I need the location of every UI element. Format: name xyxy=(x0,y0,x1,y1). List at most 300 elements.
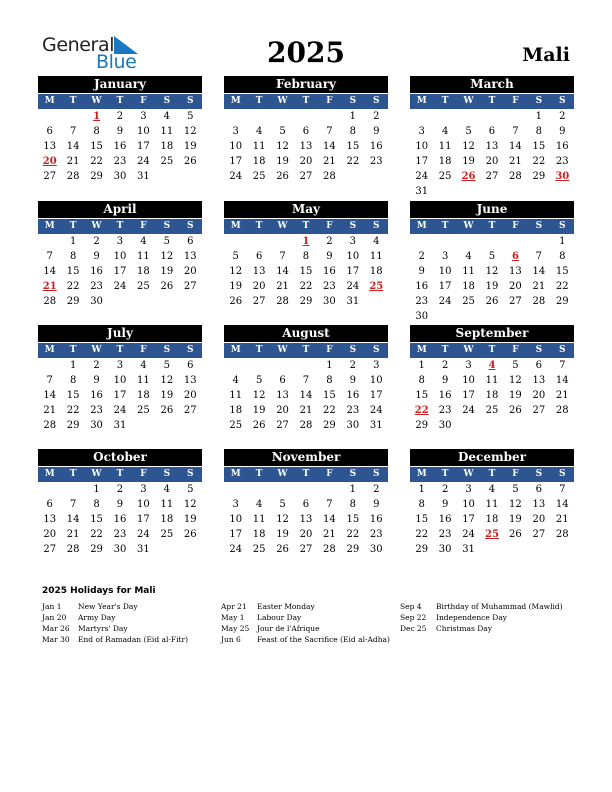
day: 29 xyxy=(90,171,103,182)
day: 12 xyxy=(183,499,197,510)
day-grid xyxy=(224,109,388,184)
day: 8 xyxy=(349,126,357,137)
day: 30 xyxy=(90,420,103,431)
day: 11 xyxy=(160,499,174,510)
day: 16 xyxy=(90,266,103,277)
day: 26 xyxy=(276,544,289,555)
day: 23 xyxy=(369,156,383,167)
day: 27 xyxy=(532,529,546,540)
day: 16 xyxy=(369,141,383,152)
holiday-name: Labour Day xyxy=(257,613,302,622)
weekday-label: M xyxy=(44,345,55,355)
holiday-name: Birthday of Muhammad (Mawlid) xyxy=(436,602,563,611)
day: 17 xyxy=(229,529,243,540)
day: 4 xyxy=(163,484,171,495)
weekday-header xyxy=(38,343,202,358)
weekday-header xyxy=(224,467,388,482)
day: 14 xyxy=(43,390,57,401)
day: 2 xyxy=(116,484,124,495)
day: 7 xyxy=(46,375,53,386)
day: 21 xyxy=(66,529,80,540)
holiday-name: Independence Day xyxy=(436,613,507,622)
day: 16 xyxy=(323,266,336,277)
weekday-label: M xyxy=(44,221,55,231)
day: 27 xyxy=(299,171,313,182)
weekday-label: S xyxy=(163,345,171,355)
day: 3 xyxy=(373,360,380,371)
day: 21 xyxy=(299,405,313,416)
day: 22 xyxy=(299,281,313,292)
day: 14 xyxy=(509,141,522,152)
weekday-header xyxy=(38,94,202,109)
weekday-label: S xyxy=(163,96,171,106)
day: 28 xyxy=(532,296,546,307)
day: 20 xyxy=(532,514,546,525)
day: 21 xyxy=(66,156,80,167)
empty-cell xyxy=(61,109,84,124)
weekday-label: S xyxy=(559,96,566,106)
holiday-date: Dec 25 xyxy=(400,624,427,633)
day: 3 xyxy=(140,484,147,495)
day: 10 xyxy=(113,375,127,386)
day: 2 xyxy=(441,484,449,495)
holiday-name: Feast of the Sacrifice (Eid al-Adha) xyxy=(257,635,390,644)
day: 25 xyxy=(229,420,243,431)
day: 6 xyxy=(302,126,310,137)
day: 21 xyxy=(509,156,522,167)
day: 28 xyxy=(66,171,80,182)
weekday-label: T xyxy=(441,469,449,479)
day-grid xyxy=(38,234,202,309)
day: 1 xyxy=(326,360,333,371)
day-grid xyxy=(38,482,202,557)
day: 13 xyxy=(299,141,313,152)
weekday-label: T xyxy=(69,469,77,479)
day: 20 xyxy=(276,405,289,416)
weekday-label: T xyxy=(441,96,449,106)
day-grid xyxy=(38,109,202,184)
holiday-day: 1 xyxy=(93,111,101,122)
day: 30 xyxy=(113,544,127,555)
weekday-label: F xyxy=(512,345,519,355)
day: 4 xyxy=(255,126,263,137)
day-grid xyxy=(224,482,388,557)
day: 8 xyxy=(326,375,333,386)
day: 27 xyxy=(485,171,499,182)
day: 7 xyxy=(326,126,333,137)
day: 3 xyxy=(441,251,449,262)
holiday-date: Mar 30 xyxy=(42,635,70,644)
day: 8 xyxy=(69,251,77,262)
day: 5 xyxy=(232,251,239,262)
day: 24 xyxy=(369,405,383,416)
day: 4 xyxy=(373,236,380,247)
day: 19 xyxy=(462,156,475,167)
weekday-label: S xyxy=(187,345,194,355)
weekday-label: T xyxy=(441,221,449,231)
day: 20 xyxy=(183,390,197,401)
day: 1 xyxy=(69,360,77,371)
day: 10 xyxy=(462,375,475,386)
day: 7 xyxy=(326,499,333,510)
weekday-label: S xyxy=(187,469,194,479)
weekday-label: T xyxy=(69,96,77,106)
day: 24 xyxy=(137,529,150,540)
day: 2 xyxy=(373,111,380,122)
day: 27 xyxy=(183,281,197,292)
empty-cell xyxy=(504,109,527,124)
day: 17 xyxy=(229,156,243,167)
weekday-header xyxy=(410,343,574,358)
weekday-label: T xyxy=(69,221,77,231)
weekday-label: T xyxy=(255,221,263,231)
day: 26 xyxy=(183,529,197,540)
holiday-item xyxy=(42,601,242,612)
day: 13 xyxy=(43,514,57,525)
day: 14 xyxy=(299,390,313,401)
weekday-label: S xyxy=(373,221,380,231)
month-december xyxy=(410,449,574,557)
day: 2 xyxy=(93,360,100,371)
day: 27 xyxy=(299,544,313,555)
day: 6 xyxy=(187,236,194,247)
month-title: June xyxy=(410,201,574,218)
day: 2 xyxy=(116,111,124,122)
day: 18 xyxy=(137,390,150,401)
day: 25 xyxy=(137,405,150,416)
day: 7 xyxy=(512,126,519,137)
day: 31 xyxy=(415,186,429,197)
weekday-header xyxy=(224,219,388,234)
day: 24 xyxy=(415,171,429,182)
day: 14 xyxy=(66,514,80,525)
holiday-date: Mar 26 xyxy=(42,624,70,633)
day: 14 xyxy=(555,499,569,510)
day: 11 xyxy=(252,514,266,525)
brand-word-blue: Blue xyxy=(96,51,137,73)
day: 1 xyxy=(69,236,77,247)
day: 23 xyxy=(90,405,103,416)
day: 1 xyxy=(535,111,543,122)
day: 1 xyxy=(418,484,425,495)
day: 18 xyxy=(485,514,499,525)
empty-cell xyxy=(294,358,317,373)
day: 11 xyxy=(137,375,150,386)
day: 15 xyxy=(415,514,429,525)
day: 20 xyxy=(43,529,57,540)
day: 12 xyxy=(160,375,174,386)
day: 9 xyxy=(93,251,100,262)
month-january xyxy=(38,76,202,184)
empty-cell xyxy=(318,109,341,124)
day: 4 xyxy=(163,111,171,122)
weekday-label: W xyxy=(277,469,288,479)
day: 30 xyxy=(113,171,127,182)
day: 6 xyxy=(302,499,310,510)
holiday-column xyxy=(42,601,242,645)
day: 9 xyxy=(116,499,124,510)
holiday-date: Sep 22 xyxy=(400,613,427,622)
day-grid xyxy=(410,358,574,433)
day: 5 xyxy=(279,126,286,137)
day: 1 xyxy=(418,360,425,371)
day: 20 xyxy=(509,281,522,292)
day: 14 xyxy=(323,141,336,152)
month-september xyxy=(410,325,574,433)
brand-logo xyxy=(42,34,152,73)
day: 6 xyxy=(187,360,194,371)
day: 8 xyxy=(69,375,77,386)
day: 7 xyxy=(535,251,543,262)
day: 6 xyxy=(46,126,53,137)
weekday-label: T xyxy=(302,469,310,479)
day: 12 xyxy=(276,514,289,525)
day: 26 xyxy=(183,156,197,167)
day: 19 xyxy=(160,390,174,401)
day: 29 xyxy=(66,296,80,307)
day: 17 xyxy=(113,266,127,277)
day: 8 xyxy=(349,499,357,510)
day: 20 xyxy=(252,281,266,292)
brand-word-general: General xyxy=(42,34,115,56)
weekday-label: W xyxy=(463,96,474,106)
day: 19 xyxy=(183,514,197,525)
day: 13 xyxy=(183,375,197,386)
day: 17 xyxy=(369,390,383,401)
day: 19 xyxy=(229,281,243,292)
day: 14 xyxy=(276,266,289,277)
day: 11 xyxy=(369,251,383,262)
day: 5 xyxy=(488,251,496,262)
day: 11 xyxy=(252,141,266,152)
day: 8 xyxy=(418,375,425,386)
weekday-label: S xyxy=(163,221,171,231)
day: 23 xyxy=(346,405,360,416)
day: 9 xyxy=(441,499,449,510)
weekday-label: T xyxy=(488,221,496,231)
day: 29 xyxy=(415,420,429,431)
holiday-date: Jan 20 xyxy=(42,613,67,622)
day: 15 xyxy=(66,266,80,277)
day: 23 xyxy=(438,529,452,540)
day: 16 xyxy=(438,514,452,525)
day: 30 xyxy=(346,420,360,431)
weekday-header xyxy=(38,467,202,482)
day: 24 xyxy=(113,281,127,292)
weekday-header xyxy=(410,467,574,482)
day: 12 xyxy=(509,375,522,386)
day: 13 xyxy=(183,251,197,262)
day: 4 xyxy=(488,484,496,495)
empty-cell xyxy=(318,482,341,497)
day: 11 xyxy=(137,251,150,262)
day: 23 xyxy=(113,156,127,167)
day: 9 xyxy=(441,375,449,386)
day: 3 xyxy=(232,499,239,510)
day: 4 xyxy=(255,499,263,510)
weekday-label: F xyxy=(326,96,333,106)
day: 8 xyxy=(302,251,310,262)
weekday-label: S xyxy=(187,96,194,106)
day: 10 xyxy=(137,126,150,137)
weekday-label: W xyxy=(277,96,288,106)
day: 4 xyxy=(465,251,472,262)
weekday-label: S xyxy=(559,345,566,355)
weekday-label: W xyxy=(463,345,474,355)
empty-cell xyxy=(410,234,433,249)
day: 20 xyxy=(532,390,546,401)
holiday-item xyxy=(400,623,600,634)
day: 23 xyxy=(369,529,383,540)
country-name: Mali xyxy=(522,44,570,66)
day: 13 xyxy=(252,266,266,277)
empty-cell xyxy=(247,482,270,497)
day-grid xyxy=(410,109,574,199)
day-grid xyxy=(410,482,574,557)
day: 15 xyxy=(323,390,336,401)
day: 30 xyxy=(369,544,383,555)
day: 12 xyxy=(229,266,243,277)
holiday-date: May 25 xyxy=(221,624,250,633)
day: 21 xyxy=(43,405,57,416)
day: 30 xyxy=(438,544,452,555)
day: 17 xyxy=(346,266,360,277)
empty-cell xyxy=(247,234,270,249)
weekday-label: S xyxy=(187,221,194,231)
holiday-day: 25 xyxy=(485,529,499,540)
day: 15 xyxy=(299,266,313,277)
empty-cell xyxy=(38,358,61,373)
day: 11 xyxy=(485,499,499,510)
month-july xyxy=(38,325,202,433)
day: 25 xyxy=(160,529,174,540)
day: 31 xyxy=(137,171,150,182)
day: 4 xyxy=(140,236,147,247)
weekday-header xyxy=(224,94,388,109)
weekday-label: S xyxy=(349,221,357,231)
weekday-label: W xyxy=(463,469,474,479)
day: 11 xyxy=(462,266,475,277)
day: 17 xyxy=(438,281,452,292)
day: 15 xyxy=(90,514,103,525)
day: 21 xyxy=(555,514,569,525)
day: 31 xyxy=(462,544,475,555)
holiday-date: May 1 xyxy=(221,613,245,622)
weekday-label: T xyxy=(488,469,496,479)
holiday-name: Army Day xyxy=(78,613,116,622)
day: 27 xyxy=(276,420,289,431)
weekday-label: M xyxy=(416,469,427,479)
day: 17 xyxy=(462,514,475,525)
weekday-label: T xyxy=(116,96,124,106)
holiday-item xyxy=(400,601,600,612)
day: 10 xyxy=(415,141,429,152)
empty-cell xyxy=(457,109,480,124)
day: 15 xyxy=(532,141,546,152)
day: 28 xyxy=(323,544,336,555)
weekday-label: F xyxy=(140,221,147,231)
weekday-label: M xyxy=(230,345,241,355)
weekday-label: M xyxy=(44,96,55,106)
day: 21 xyxy=(555,390,569,401)
day-grid xyxy=(38,358,202,433)
day: 20 xyxy=(485,156,499,167)
holiday-item xyxy=(221,612,421,623)
empty-cell xyxy=(527,234,550,249)
day: 8 xyxy=(418,499,425,510)
day: 15 xyxy=(346,141,360,152)
empty-cell xyxy=(224,482,247,497)
weekday-label: T xyxy=(69,345,77,355)
day: 16 xyxy=(346,390,360,401)
day: 28 xyxy=(509,171,522,182)
day: 19 xyxy=(509,390,522,401)
weekday-label: S xyxy=(349,96,357,106)
weekday-label: S xyxy=(535,221,543,231)
empty-cell xyxy=(433,109,456,124)
weekday-label: M xyxy=(230,96,241,106)
day: 17 xyxy=(137,514,150,525)
day: 6 xyxy=(535,484,543,495)
day: 24 xyxy=(438,296,452,307)
day: 26 xyxy=(509,405,522,416)
day: 19 xyxy=(276,529,289,540)
weekday-label: S xyxy=(349,469,357,479)
day: 26 xyxy=(485,296,499,307)
weekday-label: W xyxy=(91,221,102,231)
holiday-day: 20 xyxy=(42,156,57,167)
weekday-label: M xyxy=(416,345,427,355)
day: 3 xyxy=(418,126,425,137)
month-march xyxy=(410,76,574,199)
day: 5 xyxy=(187,484,194,495)
day: 11 xyxy=(485,375,499,386)
month-november xyxy=(224,449,388,557)
day: 5 xyxy=(187,111,194,122)
day: 21 xyxy=(532,281,546,292)
day: 10 xyxy=(438,266,452,277)
day: 18 xyxy=(229,405,243,416)
weekday-label: F xyxy=(140,469,147,479)
month-title: April xyxy=(38,201,202,218)
day: 14 xyxy=(43,266,57,277)
day: 5 xyxy=(465,126,472,137)
day: 11 xyxy=(160,126,174,137)
day: 18 xyxy=(252,156,266,167)
day: 19 xyxy=(276,156,289,167)
month-title: January xyxy=(38,76,202,93)
month-title: December xyxy=(410,449,574,466)
day: 24 xyxy=(113,405,127,416)
day: 7 xyxy=(559,484,566,495)
empty-cell xyxy=(271,109,294,124)
weekday-label: S xyxy=(373,345,380,355)
day: 16 xyxy=(555,141,569,152)
day: 19 xyxy=(160,266,174,277)
day: 29 xyxy=(299,296,313,307)
day: 16 xyxy=(415,281,429,292)
day: 2 xyxy=(418,251,425,262)
day: 16 xyxy=(113,514,127,525)
day: 15 xyxy=(555,266,569,277)
day: 8 xyxy=(535,126,543,137)
day: 10 xyxy=(346,251,360,262)
holiday-day: 30 xyxy=(555,171,570,182)
holiday-name: End of Ramadan (Eid al-Fitr) xyxy=(78,635,189,644)
weekday-label: T xyxy=(302,345,310,355)
day: 21 xyxy=(323,156,336,167)
holiday-name: Christmas Day xyxy=(436,624,492,633)
